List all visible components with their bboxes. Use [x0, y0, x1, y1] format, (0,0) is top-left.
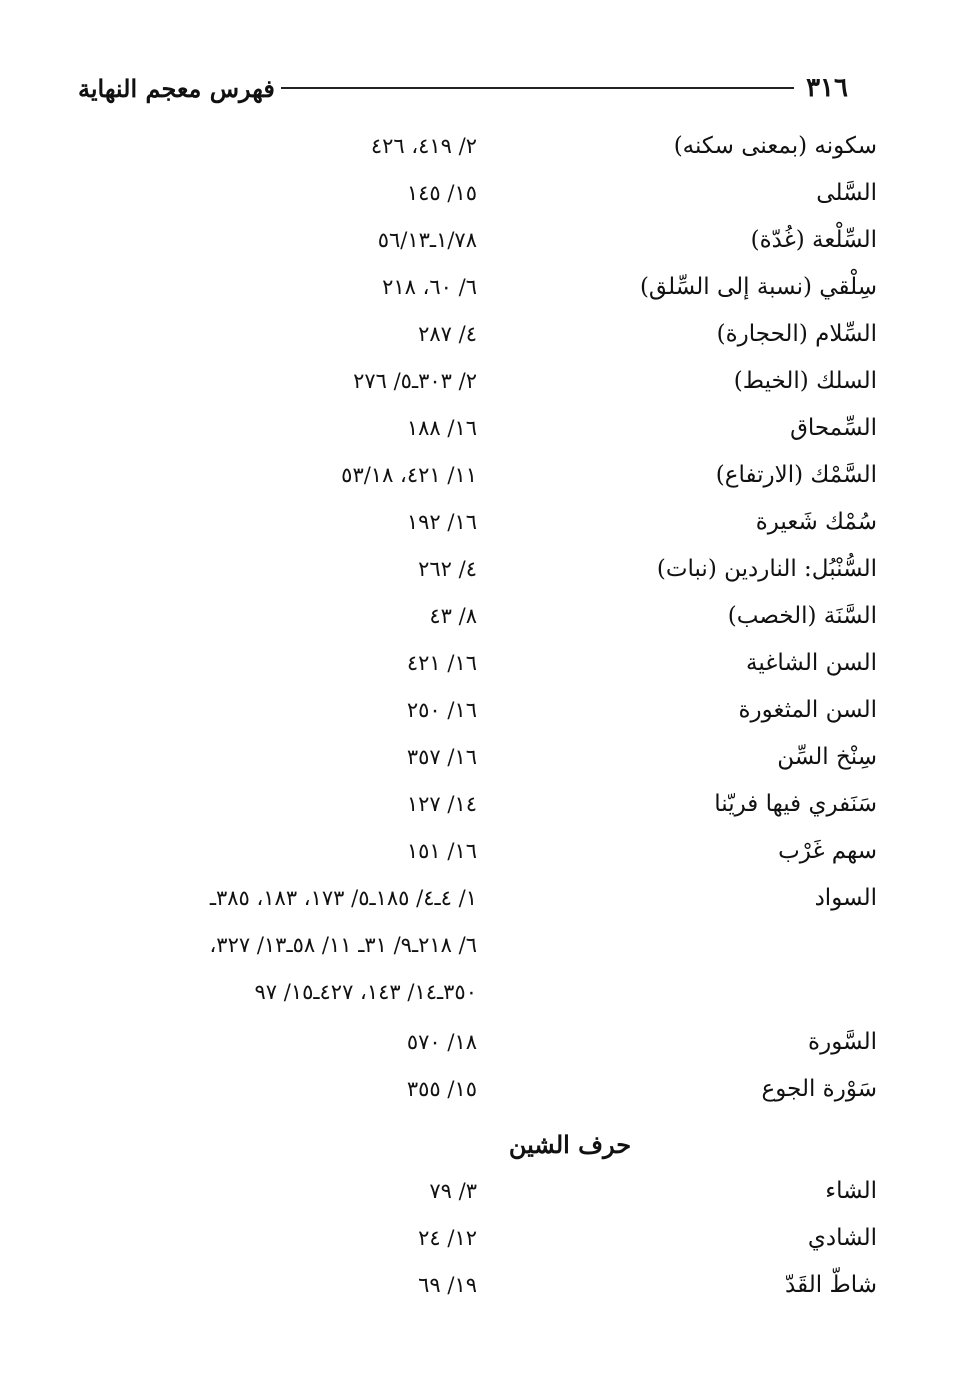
entry-reference: ١١/ ٤٢١، ٥٣/١٨	[341, 463, 477, 487]
entry-term: السَّورة	[808, 1029, 877, 1055]
entry-reference: ١/ ٤ـ٤/ ١٨٥ـ٥/ ١٧٣، ١٨٣، ٣٨٥ـ	[209, 886, 477, 910]
entry-reference: ١/٧٨ـ٥٦/١٣	[377, 228, 477, 252]
entry-reference: ١٥/ ٣٥٥	[406, 1077, 477, 1101]
entry-term: السُّنْبُل: الناردين (نبات)	[656, 556, 877, 582]
index-entry	[0, 267, 957, 307]
index-entry	[0, 549, 957, 589]
index-entry	[0, 173, 957, 213]
entry-reference: ١٤/ ١٢٧	[406, 792, 477, 816]
index-entry	[0, 126, 957, 166]
index-entry	[0, 1069, 957, 1109]
entry-reference: ١٥/ ١٤٥	[406, 181, 477, 205]
entry-reference: ٣/ ٧٩	[429, 1179, 477, 1203]
entry-term: السن المثغورة	[738, 697, 877, 723]
index-entry	[0, 502, 957, 542]
entry-reference: ٢/ ٣٠٣ـ٥/ ٢٧٦	[353, 369, 477, 393]
entry-term: السِّلْعة (غُدّة)	[750, 227, 877, 253]
entry-reference: ١٦/ ٢٥٠	[406, 698, 477, 722]
entry-reference: ٣٥٠ـ١٤/ ١٤٣، ٤٢٧ـ١٥/ ٩٧	[254, 980, 477, 1004]
entry-term: الشاء	[825, 1178, 877, 1204]
entry-reference: ٤/ ٢٦٢	[418, 557, 477, 581]
entry-term: سهم غَرْب	[778, 838, 877, 864]
entry-term: السواد	[814, 885, 877, 911]
index-entry	[0, 596, 957, 636]
index-entry	[0, 361, 957, 401]
index-entry	[0, 1265, 957, 1305]
entry-reference: ١٦/ ٣٥٧	[406, 745, 477, 769]
entry-reference: ١٦/ ٤٢١	[406, 651, 477, 675]
index-entry	[0, 314, 957, 354]
section-heading: حرف الشين	[508, 1130, 632, 1159]
entry-term: سِلْقي (نسبة إلى السِّلق)	[639, 274, 877, 300]
entry-term: سُمْك شَعيرة	[755, 509, 877, 535]
entry-reference: ٤/ ٢٨٧	[418, 322, 477, 346]
entry-reference: ١٨/ ٥٧٠	[406, 1030, 477, 1054]
index-entry	[0, 1022, 957, 1062]
entry-term: سَنَفري فيها فريّنا	[714, 791, 877, 817]
index-entry	[0, 1171, 957, 1211]
entry-reference: ١٦/ ١٨٨	[406, 416, 477, 440]
entry-reference: ٦/ ٢١٨ـ٩/ ٣١ـ ١١/ ٥٨ـ١٣/ ٣٢٧،	[209, 933, 477, 957]
index-entry	[0, 1218, 957, 1258]
entry-reference: ٦/ ٦٠، ٢١٨	[382, 275, 477, 299]
index-entry	[0, 878, 957, 918]
index-entry	[0, 690, 957, 730]
index-entry	[0, 408, 957, 448]
index-entry	[0, 831, 957, 871]
entry-term: السلك (الخيط)	[733, 368, 877, 394]
entry-reference: ١٩/ ٦٩	[418, 1273, 477, 1297]
entry-term: سَوْرة الجوع	[761, 1076, 877, 1102]
index-entry	[0, 455, 957, 495]
index-entry-continuation	[0, 972, 957, 1012]
index-entry	[0, 784, 957, 824]
running-title: فهرس معجم النهاية	[78, 73, 275, 103]
entry-term: السِّمحاق	[790, 415, 877, 441]
index-entry	[0, 220, 957, 260]
entry-term: السَّلى	[816, 180, 877, 206]
entry-term: سكونه (بمعنى سكنه)	[673, 133, 877, 159]
entry-term: شاطّ القَدّ	[785, 1272, 877, 1298]
entry-term: الشادي	[807, 1225, 877, 1251]
entry-term: السِّلام (الحجارة)	[716, 321, 877, 347]
entry-reference: ٨/ ٤٣	[429, 604, 477, 628]
page-number: ٣١٦	[806, 73, 848, 103]
index-entry	[0, 643, 957, 683]
entry-term: السَّنَة (الخصب)	[727, 603, 877, 629]
entry-term: السَّمْك (الارتفاع)	[715, 462, 877, 488]
entry-reference: ٢/ ٤١٩، ٤٢٦	[370, 134, 477, 158]
index-entry	[0, 737, 957, 777]
entry-term: سِنْخ السِّن	[777, 744, 877, 770]
entry-reference: ١٢/ ٢٤	[418, 1226, 477, 1250]
entry-reference: ١٦/ ١٩٢	[406, 510, 477, 534]
entry-reference: ١٦/ ١٥١	[406, 839, 477, 863]
entry-term: السن الشاغية	[746, 650, 877, 676]
index-entry-continuation	[0, 925, 957, 965]
